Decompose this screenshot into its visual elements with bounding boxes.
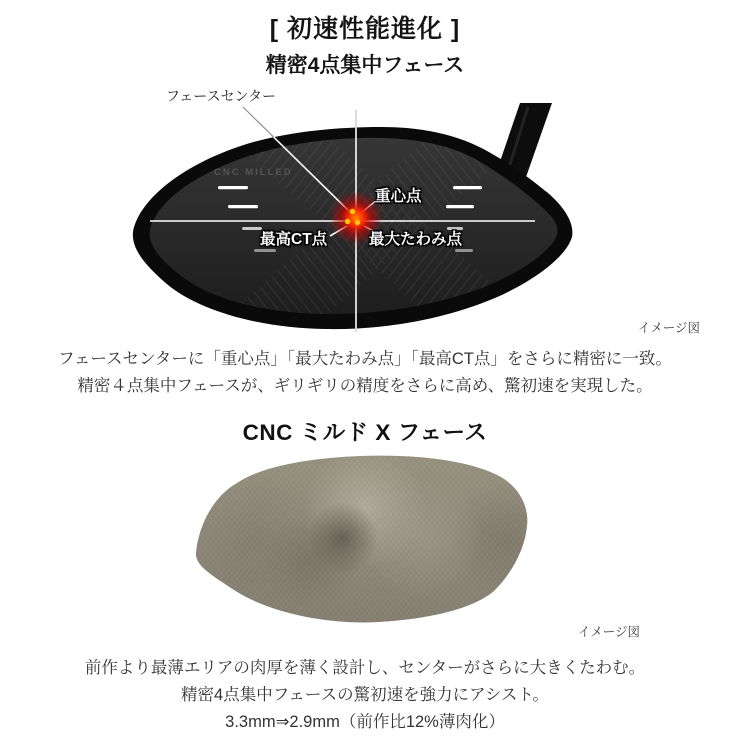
impact-dot-right [355,220,360,225]
section-subtitle: 精密4点集中フェース [265,54,465,77]
driver-face-figure [0,85,730,335]
annotation-center-of-gravity: 重心点 [375,188,422,205]
cnc-section-title: CNC ミルド X フェース [242,420,488,445]
section-title: [ 初速性能進化 ] [269,15,461,43]
cnc-description-line1: 前作より最薄エリアの肉厚を薄く設計し、センターがさらに大きくたわむ。 [84,659,646,677]
annotation-max-deflection: 最大たわみ点 [369,231,463,248]
impact-dot-top [350,209,355,214]
face-insert-body [150,450,570,650]
cnc-description [0,655,730,736]
annotation-max-ct: 最高CT点 [260,231,328,248]
face-center-label: フェースセンター [166,88,277,104]
impact-dot-left [345,219,350,224]
driver-face-illustration [0,85,730,335]
cnc-description-line2: 精密4点集中フェースの驚初速を強力にアシスト。 [181,686,549,704]
face-description-line2: 精密４点集中フェースが、ギリギリの精度をさらに高め、驚初速を実現した。 [77,377,653,395]
image-caption-1: イメージ図 [637,321,700,335]
cnc-description-line3: 3.3mm⇒2.9mm（前作比12%薄肉化） [225,713,505,731]
image-caption-2: イメージ図 [577,625,640,639]
face-description [0,346,730,400]
face-insert-figure [0,450,730,650]
face-insert-illustration [0,450,730,650]
cnc-milled-engraving: CNC MILLED [214,167,293,178]
face-description-line1: フェースセンターに「重心点」「最大たわみ点」「最高CT点」をさらに精密に一致。 [58,350,672,368]
